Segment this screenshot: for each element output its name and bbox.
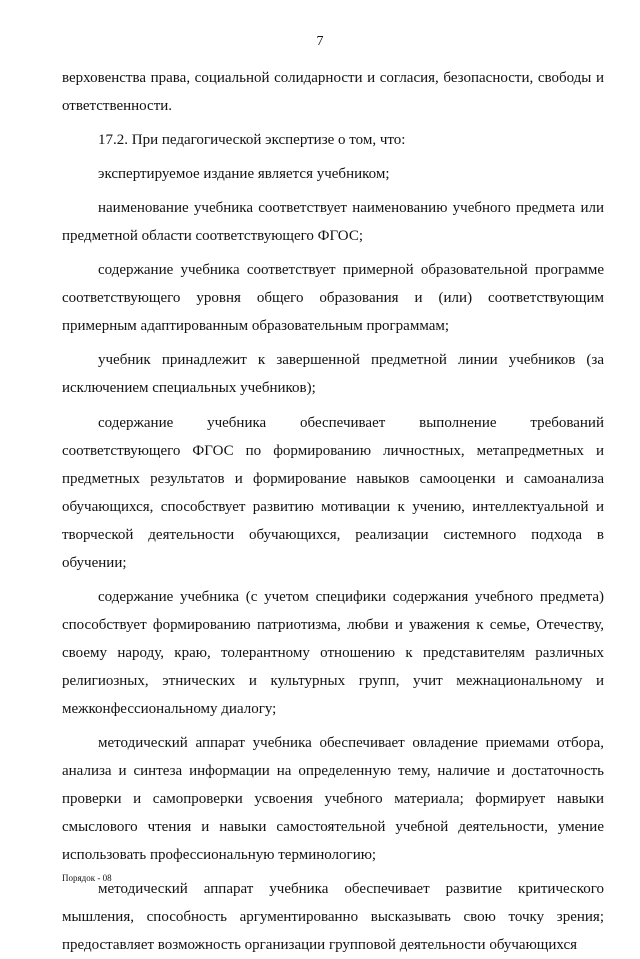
paragraph: содержание учебника обеспечивает выполнение требований соответствующего ФГОС по формированию личностных, метапредметных и предметных результатов и формирование навыков самооценки и самоанализа обучающихся, способствует развитию мотивации к учению, интеллектуальной и творческой деятельности обучающихся, реализации системного подхода в обучении; <box>62 414 604 571</box>
paragraph: содержание учебника соответствует примерной образовательной программе соответствующего уровня общего образования и (или) соответствующим примерным адаптированным образовательным программам; <box>62 262 604 335</box>
footer-label: Порядок - 08 <box>62 873 112 883</box>
paragraph: 17.2. При педагогической экспертизе о том, что: <box>98 132 406 149</box>
document-body <box>62 64 604 959</box>
paragraph: экспертируемое издание является учебником; <box>98 166 390 183</box>
paragraph: учебник принадлежит к завершенной предметной линии учебников (за исключением специальных учебников); <box>62 352 604 397</box>
paragraph: верховенства права, социальной солидарности и согласия, безопасности, свободы и ответственности. <box>62 70 604 114</box>
paragraph: методический аппарат учебника обеспечивает развитие критического мышления, способность аргументированно высказывать свою точку зрения; предоставляет возможность организации групповой деятельности обучающихся <box>62 880 604 953</box>
page-number: 7 <box>316 34 324 49</box>
paragraph: содержание учебника (с учетом специфики содержания учебного предмета) способствует формированию патриотизма, любви и уважения к семье, Отечеству, своему народу, краю, толерантному отношению к представителям различных религиозных, этнических и культурных групп, учит межнациональному и межконфессиональному диалогу; <box>62 588 604 717</box>
paragraph: наименование учебника соответствует наименованию учебного предмета или предметной области соответствующего ФГОС; <box>62 200 604 245</box>
paragraph: методический аппарат учебника обеспечивает овладение приемами отбора, анализа и синтеза информации на определенную тему, наличие и достаточность проверки и самопроверки усвоения учебного материала; формирует навыки смыслового чтения и навыки самостоятельной учебной деятельности, умение использовать профессиональную терминологию; <box>62 734 604 863</box>
